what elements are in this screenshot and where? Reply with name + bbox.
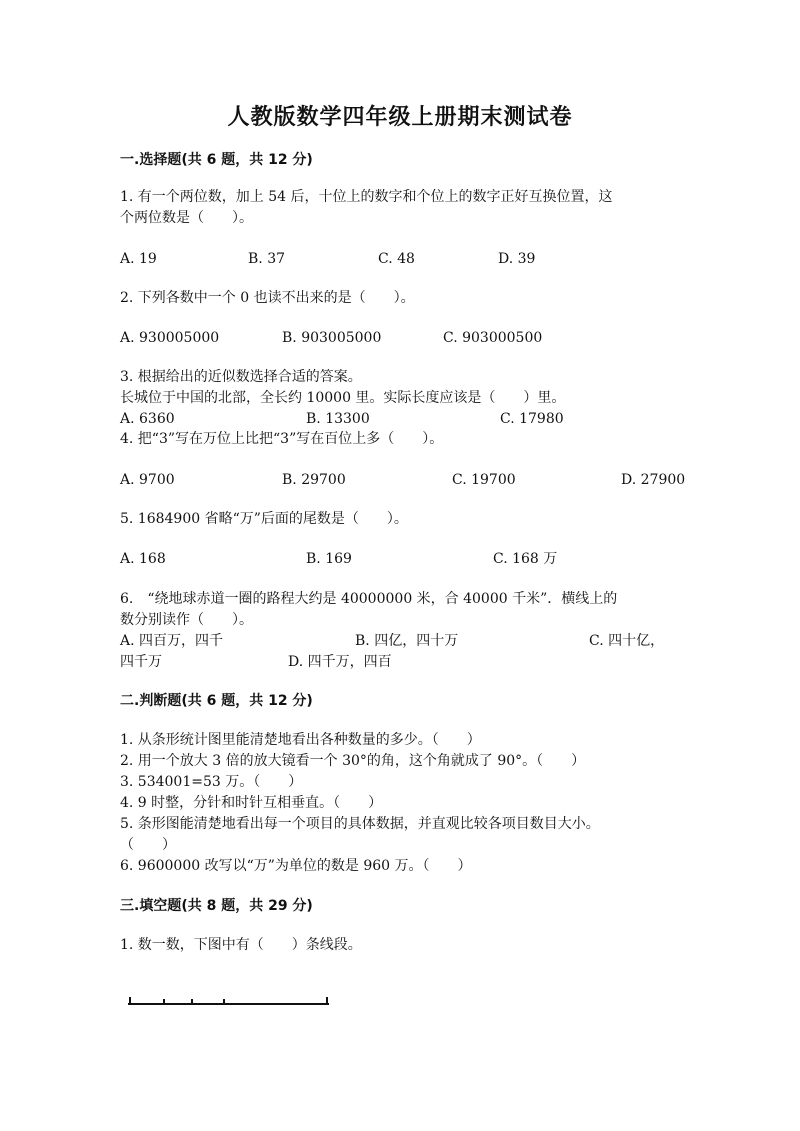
judgement-item-1: 1. 从条形统计图里能清楚地看出各种数量的多少。（ ）	[120, 732, 481, 748]
option-b: B. 37	[248, 251, 286, 267]
option-a: A. 168	[120, 551, 166, 567]
question-6-stem: 6. “绕地球赤道一圈的路程大约是 40000000 米，合 40000 千米”．横线上的	[120, 591, 618, 607]
judgement-item-5-bracket: （ ）	[120, 837, 176, 853]
question-1-stem: 1. 有一个两位数，加上 54 后，十位上的数字和个位上的数字正好互换位置，这	[120, 189, 613, 205]
question-3-stem: 长城位于中国的北部，全长约 10000 里。实际长度应该是（ ）里。	[120, 390, 566, 406]
section-heading-judgement: 二.判断题(共 6 题，共 12 分)	[120, 693, 313, 709]
question-6-stem: 数分别读作（ ）。	[120, 612, 253, 628]
option-a: A. 四百万，四千	[120, 633, 224, 649]
option-c-continued: 四千万	[120, 654, 162, 670]
option-b: B. 四亿，四十万	[355, 633, 459, 649]
page-title: 人教版数学四年级上册期末测试卷	[227, 105, 573, 130]
question-4-stem: 4. 把“3”写在万位上比把“3”写在百位上多（ ）。	[120, 431, 444, 447]
option-c: C. 48	[378, 251, 415, 267]
option-d: D. 27900	[621, 472, 686, 488]
option-c: C. 19700	[452, 472, 516, 488]
question-2-stem: 2. 下列各数中一个 0 也读不出来的是（ ）。	[120, 290, 415, 306]
option-a: A. 9700	[120, 472, 175, 488]
option-d: D. 四千万，四百	[288, 654, 392, 670]
option-d: D. 39	[498, 251, 536, 267]
question-5-stem: 5. 1684900 省略“万”后面的尾数是（ ）。	[120, 511, 408, 527]
question-1-stem: 个两位数是（ ）。	[120, 210, 253, 226]
option-b: B. 29700	[282, 472, 346, 488]
line-segment-diagram	[126, 994, 331, 1008]
option-b: B. 13300	[306, 411, 370, 427]
judgement-item-2: 2. 用一个放大 3 倍的放大镜看一个 30°的角，这个角就成了 90°。（ ）	[120, 753, 586, 769]
fill-item-1: 1. 数一数，下图中有（ ）条线段。	[120, 937, 362, 953]
judgement-item-6: 6. 9600000 改写以“万”为单位的数是 960 万。（ ）	[120, 858, 472, 874]
option-c: C. 903000500	[443, 330, 543, 346]
question-3-stem: 3. 根据给出的近似数选择合适的答案。	[120, 369, 362, 385]
judgement-item-3: 3. 534001=53 万。（ ）	[120, 774, 303, 790]
section-heading-choice: 一.选择题(共 6 题，共 12 分)	[120, 152, 313, 168]
option-b: B. 903005000	[282, 330, 382, 346]
judgement-item-4: 4. 9 时整，分针和时针互相垂直。（ ）	[120, 795, 383, 811]
option-c: C. 168 万	[493, 551, 558, 567]
option-a: A. 6360	[120, 411, 175, 427]
judgement-item-5: 5. 条形图能清楚地看出每一个项目的具体数据，并直观比较各项目数目大小。	[120, 816, 600, 832]
option-b: B. 169	[306, 551, 352, 567]
option-a: A. 19	[120, 251, 157, 267]
option-c: C. 17980	[500, 411, 564, 427]
section-heading-fill-blank: 三.填空题(共 8 题，共 29 分)	[120, 898, 313, 914]
option-c: C. 四十亿，	[589, 633, 665, 649]
option-a: A. 930005000	[120, 330, 220, 346]
